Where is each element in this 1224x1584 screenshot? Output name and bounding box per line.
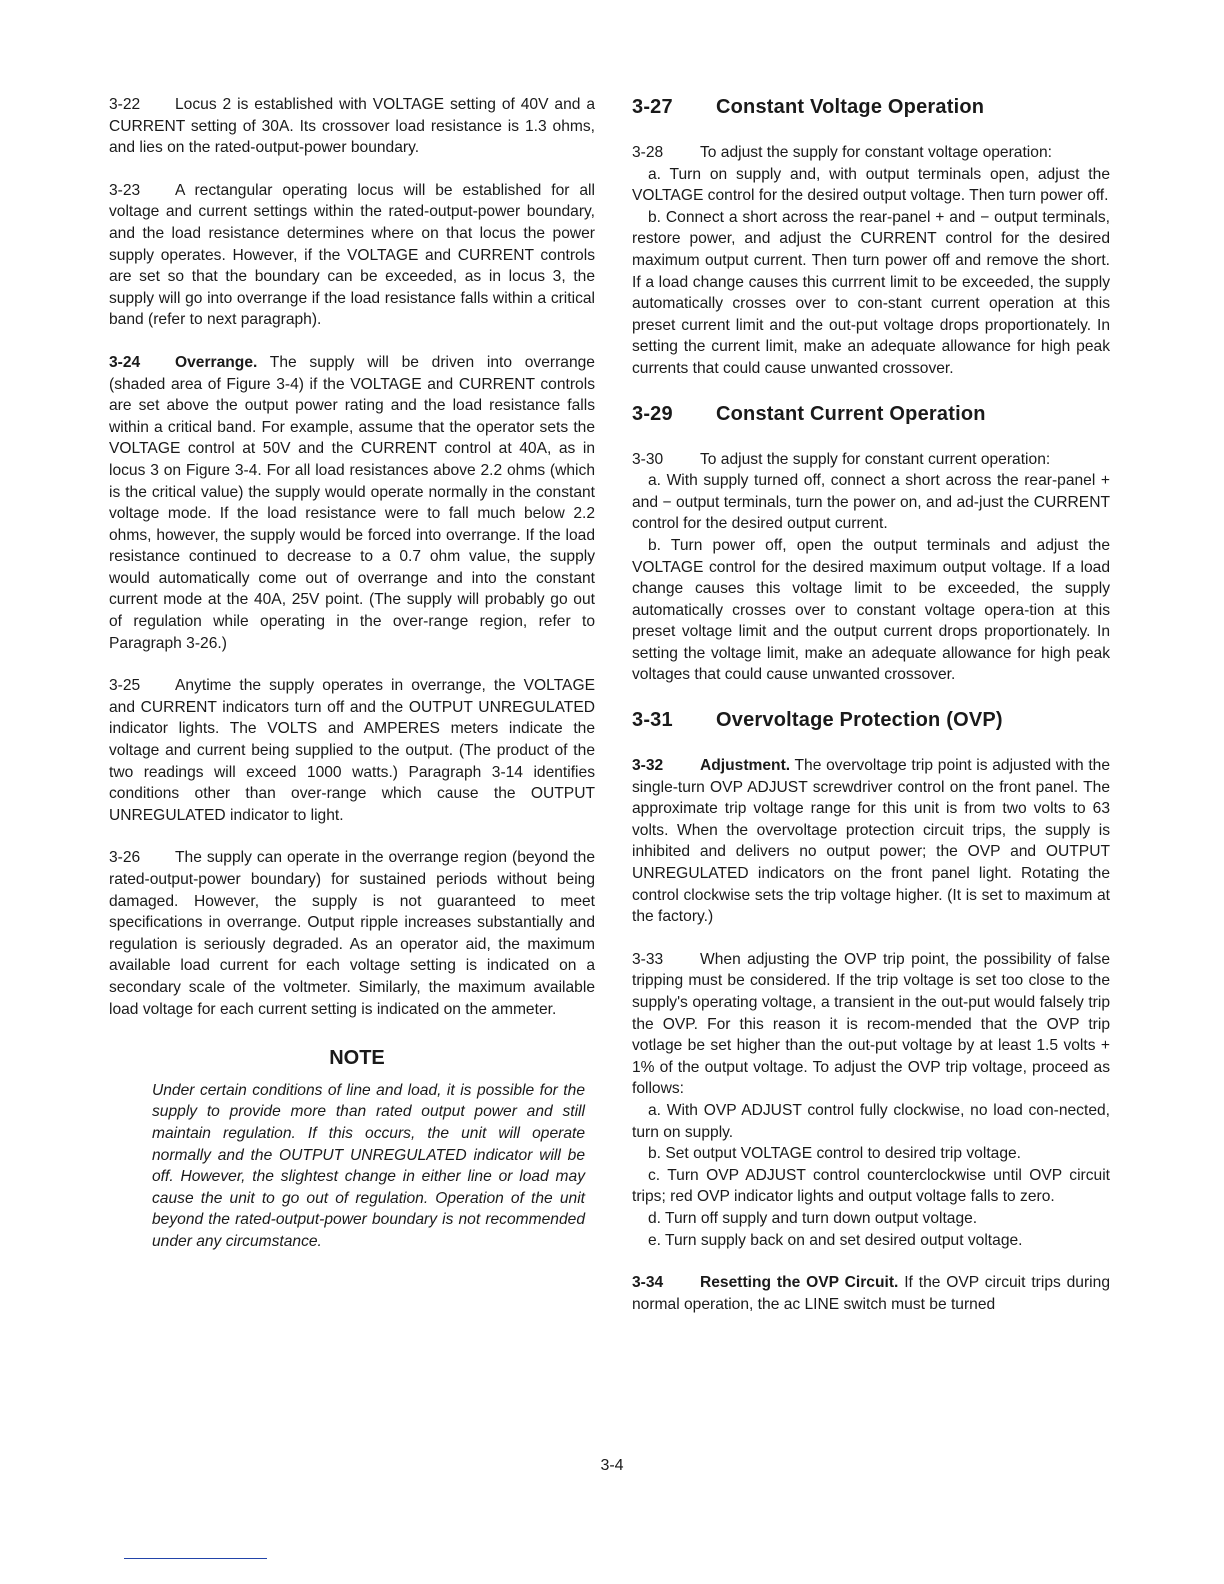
step-e: e. Turn supply back on and set desired output voltage. [648, 1231, 1023, 1249]
paragraph-title: Overrange. [175, 353, 258, 371]
paragraph-number: 3-22 [109, 96, 141, 113]
step-a: a. With supply turned off, connect a short across the rear-panel + and − output terminals, turn the power on, and ad-just the CURRENT control for the desired output current. [632, 472, 1110, 533]
section-heading-3-27: 3-27 Constant Voltage Operation [632, 96, 985, 118]
step-c: c. Turn OVP ADJUST control counterclockwise until OVP circuit trips; red OVP indicator lights and output voltage falls to zero. [632, 1166, 1110, 1206]
paragraph-3-24: 3-24 Overrange. The supply will be driven into overrange (shaded area of Figure 3-4) if the VOLTAGE and CURRENT controls are set above the output power rating and the load resistance falls within a critical band. For example, assume that the operator sets the VOLTAGE control at 50V and the CURRENT control at 40A, as in locus 3 on Figure 3-4. For all load resistances above 2.2 ohms (which is the critical value) the supply would operate normally in the constant voltage mode. If the load resistance were to fall much below 2.2 ohms, however, the supply would be forced into overrange. If the load resistance continued to decrease to a 0.7 ohm value, the supply would automatically come out of overrange and into the constant current mode at the 40A, 25V point. (The supply will probably go out of regulation while operating in the over-range region, refer to Paragraph 3-26.) [109, 353, 595, 652]
paragraph-number: 3-34 [632, 1274, 664, 1292]
step-a: a. With OVP ADJUST control fully clockwise, no load con-nected, turn on supply. [632, 1101, 1110, 1141]
paragraph-3-23: 3-23 A rectangular operating locus will be established for all voltage and current settings within the rated-output-power boundary, and the load resistance determines where on that locus the power supply operates. However, if the VOLTAGE and CURRENT controls are set so that the boundary can be exceeded, as in locus 3, the supply will go into overrange if the load resistance falls within a critical band (refer to next paragraph). [109, 181, 595, 329]
paragraph-3-22: 3-22 Locus 2 is established with VOLTAGE setting of 40V and a CURRENT setting of 30A. Its crossover load resistance is 1.3 ohms, and lies on the rated-output-power boundary. [109, 96, 595, 157]
paragraph-number: 3-26 [109, 849, 141, 867]
paragraph-number: 3-32 [632, 757, 664, 775]
paragraph-3-25: 3-25 Anytime the supply operates in overrange, the VOLTAGE and CURRENT indicators turn off and the OUTPUT UNREGULATED indicator lights. The VOLTS and AMPERES meters indicate the voltage and current being supplied to the output. (The product of the two readings will exceed 1000 watts.) Paragraph 3-14 identifies conditions other than over-range which cause the OUTPUT UNREGULATED indicator to light. [109, 677, 595, 824]
paragraph-number: 3-33 [632, 950, 664, 968]
section-heading-3-29: 3-29 Constant Current Operation [632, 402, 986, 425]
paragraph-3-34: 3-34 Resetting the OVP Circuit. If the OVP circuit trips during normal operation, the ac LINE switch must be turned [632, 1274, 1110, 1313]
right-column [632, 94, 1110, 1336]
footer-rule [124, 1558, 267, 1559]
paragraph-3-30: 3-30 To adjust the supply for constant current operation: a. With supply turned off, connect a short across the rear-panel + and − output terminals, turn the power on, and ad-just the CURRENT control for the desired output current. b. Turn power off, open the output terminals and adjust the VOLTAGE control for the desired maximum output voltage. If a load change causes this voltage limit to be exceeded, the supply automatically crosses over to constant voltage opera-tion at this preset voltage limit and the output current drops proportionately. In setting the voltage limit, make an adequate allowance for high peak voltages that could cause unwanted crossover. [632, 449, 1110, 687]
note-title: NOTE [329, 1047, 385, 1070]
section-heading-3-31: 3-31 Overvoltage Protection (OVP) [632, 709, 1003, 732]
paragraph-number: 3-30 [632, 450, 664, 468]
step-b: b. Turn power off, open the output terminals and adjust the VOLTAGE control for the desired maximum output voltage. If a load change causes this voltage limit to be exceeded, the supply automatically crosses over to constant voltage opera-tion at this preset voltage limit and the output current drops proportionately. In setting the voltage limit, make an adequate allowance for high peak voltages that could cause unwanted crossover. [632, 536, 1110, 684]
step-b: b. Set output VOLTAGE control to desired trip voltage. [648, 1145, 1022, 1163]
paragraph-3-33: 3-33 When adjusting the OVP trip point, the possibility of false tripping must be considered. If the trip voltage is set too close to the supply's operating voltage, a transient in the out-put would falsely trip the OVP. For this reason it is recom-mended that the OVP trip votlage be set higher than the out-put voltage by at least 1.5 volts + 1% of the output voltage. To adjust the OVP trip voltage, proceed as follows: a. With OVP ADJUST control fully clockwise, no load con-nected, turn on supply. b. Set output VOLTAGE control to desired trip voltage. c. Turn OVP ADJUST control counterclockwise until OVP circuit trips; red OVP indicator lights and output voltage falls to zero. d. Turn off supply and turn down output voltage. e. Turn supply back on and set desired output voltage. [632, 949, 1110, 1251]
note-body: Under certain conditions of line and load, it is possible for the supply to provide more than rated output power and still maintain regulation. If this occurs, the unit will operate normally and the OUTPUT UNREGULATED indicator will be off. However, the slightest change in either line or load may cause the unit to go out of regulation. Operation of the unit beyond the rated-output-power boundary is not recommended under any circumstance. [152, 1081, 585, 1250]
paragraph-title: Resetting the OVP Circuit. [700, 1274, 899, 1292]
step-d: d. Turn off supply and turn down output voltage. [648, 1209, 978, 1227]
step-a: a. Turn on supply and, with output terminals open, adjust the VOLTAGE control for the desired output voltage. Then turn power off. [632, 165, 1110, 205]
paragraph-number: 3-28 [632, 144, 664, 161]
paragraph-3-28: 3-28 To adjust the supply for constant voltage operation: a. Turn on supply and, with output terminals open, adjust the VOLTAGE control for the desired output voltage. Then turn power off. b. Connect a short across the rear-panel + and − output terminals, restore power, and adjust the CURRENT control for the desired maximum output current. Then turn power off and remove the short. If a load change causes this currrent limit to be exceeded, the supply automatically crosses over to con-stant current operation at this preset current limit and the out-put voltage drops proportionately. In setting the current limit, make an adequate allowance for high peak currents that could cause unwanted crossover. [632, 142, 1110, 380]
paragraph-title: Adjustment. [700, 757, 791, 775]
paragraph-number: 3-24 [109, 353, 141, 371]
paragraph-number: 3-23 [109, 181, 141, 199]
left-column [109, 94, 595, 1253]
step-b: b. Connect a short across the rear-panel + and − output terminals, restore power, and adjust the CURRENT control for the desired maximum output current. Then turn power off and remove the short. If a load change causes this currrent limit to be exceeded, the supply automatically crosses over to con-stant current operation at this preset current limit and the out-put voltage drops proportionately. In setting the current limit, make an adequate allowance for high peak currents that could cause unwanted crossover. [632, 208, 1110, 377]
paragraph-3-26: 3-26 The supply can operate in the overrange region (beyond the rated-output-power boundary) for sustained periods without being damaged. However, the supply is not guaranteed to meet specifications in overrange. Output ripple increases substantially and regulation is seriously degraded. As an operator aid, the maximum available load current for each voltage setting is indicated on a secondary scale of the voltmeter. Similarly, the maximum available load voltage for each current setting is indicated on the ammeter. [109, 849, 595, 1018]
paragraph-3-32: 3-32 Adjustment. The overvoltage trip point is adjusted with the single-turn OVP ADJUST screwdriver control on the front panel. The approximate trip voltage range for this unit is from two volts to 63 volts. When the overvoltage protection circuit trips, the supply is inhibited and delivers no output power; the OVP and OUTPUT UNREGULATED indicators on the front panel light. Rotating the control clockwise sets the trip voltage higher. (It is set to maximum at the factory.) [632, 757, 1110, 926]
paragraph-number: 3-25 [109, 677, 141, 695]
page-number: 3-4 [600, 1457, 624, 1474]
